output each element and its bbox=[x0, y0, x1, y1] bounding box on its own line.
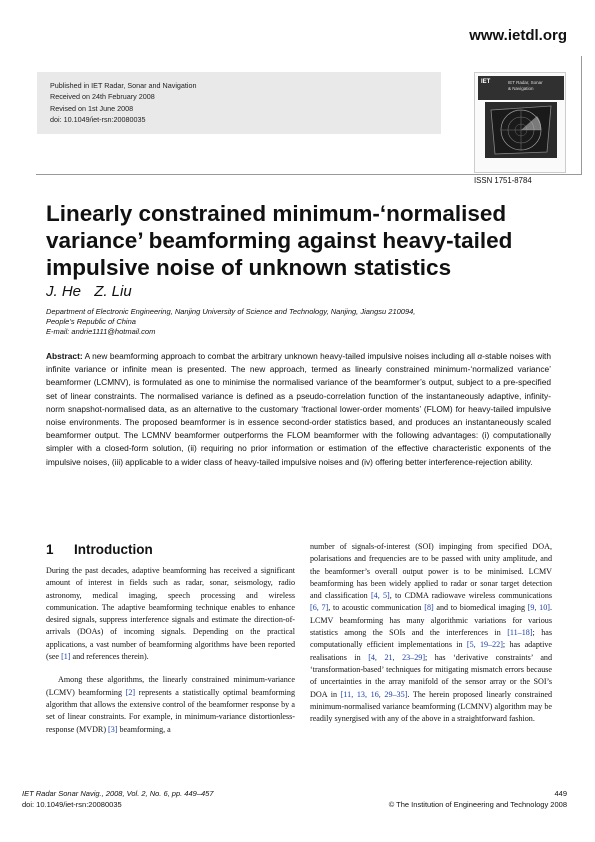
reference-link[interactable]: [1] bbox=[61, 652, 71, 662]
footer-right bbox=[389, 788, 567, 810]
publication-info bbox=[50, 80, 197, 126]
reference-link[interactable]: [3] bbox=[108, 724, 118, 734]
text-run: , to acoustic communication bbox=[328, 603, 425, 613]
author-name: J. He bbox=[46, 283, 82, 300]
text-run: , to CDMA radiowave wireless communications bbox=[389, 591, 553, 601]
footer-citation bbox=[22, 788, 214, 810]
text-run: represents a statistically optimal beamforming algorithm that allows the extensive control of the beamformer response by a set of linear constraints. For example, in minimum-variance distortionless-response (MVDR) bbox=[46, 687, 295, 734]
abstract-text-1: A new beamforming approach to combat the arbitrary unknown heavy-tailed impulsive noises including all bbox=[84, 351, 478, 361]
reference-link[interactable]: [8] bbox=[424, 603, 434, 613]
reference-link[interactable]: [2] bbox=[125, 687, 136, 697]
abstract-text-2: -stable noises with infinite variance or infinite mean is presented. The new approach, termed as linearly constrained minimum-‘normalized variance’ beamformer (LCMNV), is formulated as one to minimise the normalised variance of the beamformer’s output, subject to a pre-specified set of linear constraints. The normalised variance is defined as a pseudo-correlation function of the instantaneously adaptive, infinity-norm snapshot-normalised data, as an alternative to the customary ‘fractional lower-order moments’ (FLOM) for heavy-tailed impulsive noise environments. The proposed beamformer is in essence second-order statistics based, and produces an instantaneously scaled beamformer output. The LCMNV beamformer outperforms the FLOM beamformer with the following advantages: (i) computationally simpler with a closed-form solution, (ii) requiring no prior information or estimation of the effective characteristic exponents of the impulsive noises, (iii) applicable to a wider class of heavy-tailed impulsive noises and (iv) offering better interference-rejection ability. bbox=[46, 351, 552, 467]
text-run: number of signals-of-interest (SOI) impinging from specified DOA, polarisations and frequencies are to be passed with unity amplitude, and the beamformer’s overall output power is to be minimised. LCMV beamforming has been widely applied to radar or sonar target detection and classification bbox=[310, 542, 552, 601]
abstract bbox=[46, 350, 551, 469]
reference-link[interactable]: [11–18] bbox=[507, 628, 533, 638]
copyright: © The Institution of Engineering and Technology 2008 bbox=[388, 800, 567, 809]
paragraph bbox=[46, 674, 295, 735]
reference-link[interactable]: [9, 10] bbox=[527, 603, 550, 613]
abstract-label: Abstract: bbox=[46, 351, 83, 361]
cover-title-line1: IET Radar, Sonar bbox=[508, 80, 543, 85]
text-run: beamforming, a bbox=[117, 724, 171, 734]
text-run: and references therein). bbox=[70, 652, 149, 662]
reference-link[interactable]: [4, 21, 23–29] bbox=[368, 652, 426, 662]
journal-line: Published in IET Radar, Sonar and Navigation bbox=[50, 81, 197, 90]
text-run: . The herein proposed linearly constrained minimum-normalised variance beamforming (LCMNV) algorithm may be readily synergised with any of the above in a straightforward fashion. bbox=[310, 689, 552, 724]
text-run: Among these algorithms, the linearly constrained minimum-variance (LCMV) beamforming bbox=[46, 675, 295, 697]
journal-cover-image bbox=[474, 72, 566, 173]
horizontal-rule bbox=[36, 174, 582, 175]
received-date: Received on 24th February 2008 bbox=[50, 92, 155, 102]
page-number: 449 bbox=[554, 789, 567, 798]
cover-title-line2: & Navigation bbox=[508, 85, 534, 91]
reference-link[interactable]: [6, 7] bbox=[310, 603, 329, 613]
alpha-symbol: α bbox=[477, 351, 483, 361]
section-number: 1 bbox=[46, 542, 54, 557]
site-url[interactable]: www.ietdl.org bbox=[469, 27, 567, 44]
reference-link[interactable]: [4, 5] bbox=[370, 591, 390, 601]
body-column-left bbox=[46, 565, 295, 747]
affiliation bbox=[46, 307, 556, 338]
text-run: . LCMV beamforming has many algorithmic variations for various statistics among the SOIs and the interferences in bbox=[310, 603, 552, 638]
author-list bbox=[46, 283, 141, 300]
cover-header bbox=[478, 76, 564, 100]
text-run: and to biomedical imaging bbox=[433, 603, 528, 613]
reference-link[interactable]: [5, 19–22] bbox=[466, 640, 503, 650]
reference-link[interactable]: [11, 13, 16, 29–35] bbox=[340, 689, 408, 699]
author-name: Z. Liu bbox=[94, 283, 132, 300]
cover-logo: IET bbox=[481, 79, 491, 85]
paragraph bbox=[310, 541, 552, 725]
issn: ISSN 1751-8784 bbox=[474, 176, 532, 185]
text-run: During the past decades, adaptive beamforming has received a significant amount of interest in fields such as radar, sonar, seismology, radio astronomy, medical imaging, speech processing and wireless communication. The adaptive beamforming technique enables to enhance desired signals, suppress interference signals and estimate the direction-of-arrivals (DOAs) of incoming signals. Depending on the practical applications, a vast number of beamforming algorithms have been reported (see bbox=[46, 566, 295, 662]
text-run: ; has computationally efficient implementations in bbox=[310, 628, 552, 650]
publication-doi: doi: 10.1049/iet-rsn:20080035 bbox=[50, 115, 146, 125]
footer-doi: doi: 10.1049/iet-rsn:20080035 bbox=[22, 800, 122, 809]
revised-date: Revised on 1st June 2008 bbox=[50, 103, 134, 113]
text-run: ; has adaptive realisations in bbox=[310, 640, 552, 662]
body-column-right bbox=[310, 541, 552, 725]
paper-title: Linearly constrained minimum-‘normalised variance’ beamforming against heavy-tailed impulsive noise of unknown statistics bbox=[46, 201, 513, 280]
section-title: Introduction bbox=[74, 542, 153, 557]
journal-citation: IET Radar Sonar Navig., 2008, Vol. 2, No. 6, pp. 449–457 bbox=[22, 789, 214, 798]
affiliation-line2: People’s Republic of China bbox=[46, 317, 136, 327]
radar-display-icon bbox=[485, 102, 557, 158]
vertical-rule bbox=[581, 56, 582, 174]
author-email[interactable]: E-mail: andrie1111@hotmail.com bbox=[46, 327, 156, 337]
affiliation-line1: Department of Electronic Engineering, Nanjing University of Science and Technology, Nanjing, Jiangsu 210094, bbox=[46, 307, 416, 316]
cover-title bbox=[508, 80, 543, 91]
paragraph bbox=[46, 565, 295, 663]
text-run: ; has ‘derivative constraints’ and ‘transformation-based’ techniques for mitigating mismatch errors because of uncertainties in the array manifold of the sensor array or the SOI’s DOA in bbox=[310, 652, 553, 699]
